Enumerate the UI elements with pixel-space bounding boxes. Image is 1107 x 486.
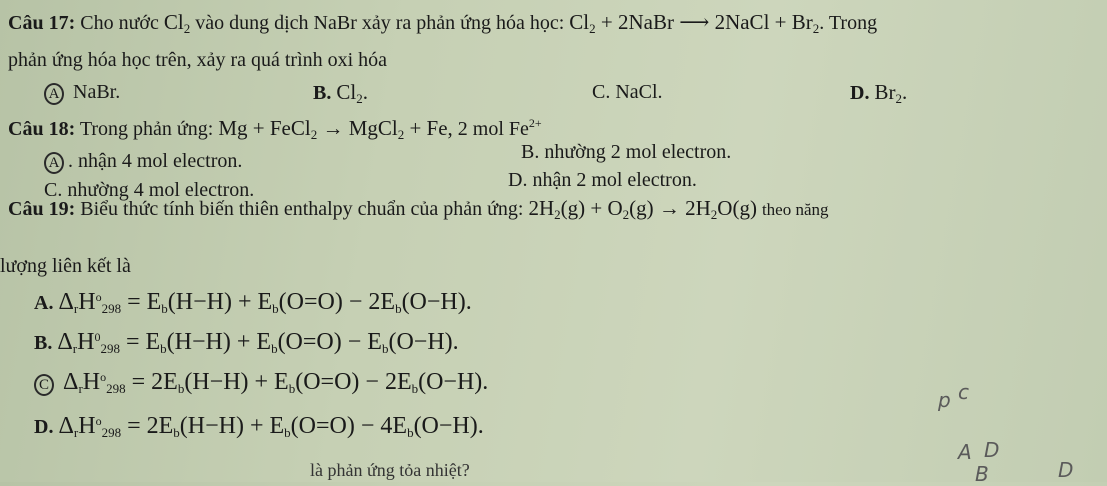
q17-option-a-text: NaBr. bbox=[73, 81, 121, 103]
q17-option-a[interactable] bbox=[44, 80, 120, 105]
q17-option-b[interactable] bbox=[313, 80, 368, 105]
q19-option-a[interactable] bbox=[34, 290, 472, 315]
q17-option-c[interactable]: C. NaCl. bbox=[592, 81, 663, 103]
q19-option-b-formula: $\Delta_rH^0_{298} = E_b(H-H) + E_b(O=O) - E_b(O-H)$. bbox=[57, 329, 459, 356]
q18-option-b[interactable]: B. nhường 2 mol electron. bbox=[521, 141, 732, 163]
question-17-stem: Cho nước bbox=[80, 12, 159, 34]
equation-18: Mg + FeCl$_2$ → MgCl$_2$ + Fe, bbox=[218, 116, 453, 142]
q18-option-a-text: . nhận 4 mol electron. bbox=[68, 150, 243, 172]
option-c-circle-mark: C bbox=[34, 374, 54, 396]
equation-19: $2H_2(g) + O_2(g) \to 2H_2O(g)$ bbox=[528, 196, 757, 222]
q19-option-d[interactable] bbox=[34, 414, 484, 439]
question-17-label: Câu 17: bbox=[8, 12, 76, 34]
q18-option-a[interactable] bbox=[44, 149, 242, 174]
q19-option-c[interactable] bbox=[34, 370, 488, 396]
question-17-line-1 bbox=[8, 10, 877, 35]
formula-cl2-option: $Cl_2$. bbox=[336, 80, 368, 106]
q18-option-d[interactable]: D. nhận 2 mol electron. bbox=[508, 169, 697, 191]
question-19-line-2: lượng liên kết là bbox=[0, 255, 131, 277]
question-19-line-1 bbox=[8, 196, 829, 222]
question-19-stem: Biểu thức tính biến thiên enthalpy chuẩn của phản ứng: bbox=[80, 198, 524, 220]
q17-option-d[interactable] bbox=[850, 80, 907, 105]
q19-option-d-label: D. bbox=[34, 416, 54, 438]
formula-cl2: $Cl_2$ bbox=[163, 10, 191, 36]
formula-br2: $Br_2$. bbox=[874, 80, 908, 106]
question-18-mol: 2 mol Fe bbox=[457, 118, 529, 140]
q17-option-b-label: B. bbox=[313, 82, 332, 104]
handwriting-mark: D bbox=[984, 438, 1000, 462]
handwriting-mark: c bbox=[958, 380, 969, 404]
question-19-label: Câu 19: bbox=[8, 198, 76, 220]
question-17-stem-b: vào dung dịch NaBr xảy ra phản ứng hóa học: bbox=[195, 12, 565, 34]
handwriting-mark: B bbox=[975, 462, 989, 486]
handwriting-mark: p bbox=[938, 388, 951, 412]
q19-option-a-formula: $\Delta_rH^o_{298} = E_b(H-H) + E_b(O=O) - 2E_b(O-H)$. bbox=[58, 289, 472, 316]
question-18-label: Câu 18: bbox=[8, 118, 76, 140]
q19-option-d-formula: $\Delta_rH^o_{298} = 2E_b(H-H) + E_b(O=O) - 4E_b(O-H)$. bbox=[58, 413, 484, 440]
handwriting-mark: A bbox=[958, 440, 972, 464]
equation-17: $Cl_2$ + 2NaBr ⟶ 2NaCl + $Br_2$ bbox=[569, 10, 820, 36]
q17-option-d-label: D. bbox=[850, 82, 870, 104]
q19-option-c-formula: $\Delta_rH^o_{298} = 2E_b(H-H) + E_b(O=O) - 2E_b(O-H)$. bbox=[63, 369, 489, 396]
q18-option-c[interactable]: C. nhường 4 mol electron. bbox=[44, 179, 255, 201]
option-a-circle-mark: A bbox=[44, 152, 64, 174]
question-19-tail: theo năng bbox=[761, 200, 829, 219]
question-17-line-2: phản ứng hóa học trên, xảy ra quá trình oxi hóa bbox=[8, 49, 388, 71]
q19-option-b-label: B. bbox=[34, 332, 53, 354]
q19-option-b[interactable] bbox=[34, 330, 459, 355]
question-18-line-1 bbox=[8, 116, 542, 141]
question-18-mol-charge: 2+ bbox=[528, 116, 542, 130]
question-18-stem: Trong phản ứng: bbox=[79, 118, 214, 140]
question-20-partial: là phản ứng tỏa nhiệt? bbox=[310, 460, 470, 480]
q19-option-a-label: A. bbox=[34, 292, 54, 314]
question-17-tail: . Trong bbox=[819, 12, 878, 34]
handwriting-mark: D bbox=[1058, 458, 1074, 482]
option-a-circle-mark: A bbox=[44, 83, 64, 105]
